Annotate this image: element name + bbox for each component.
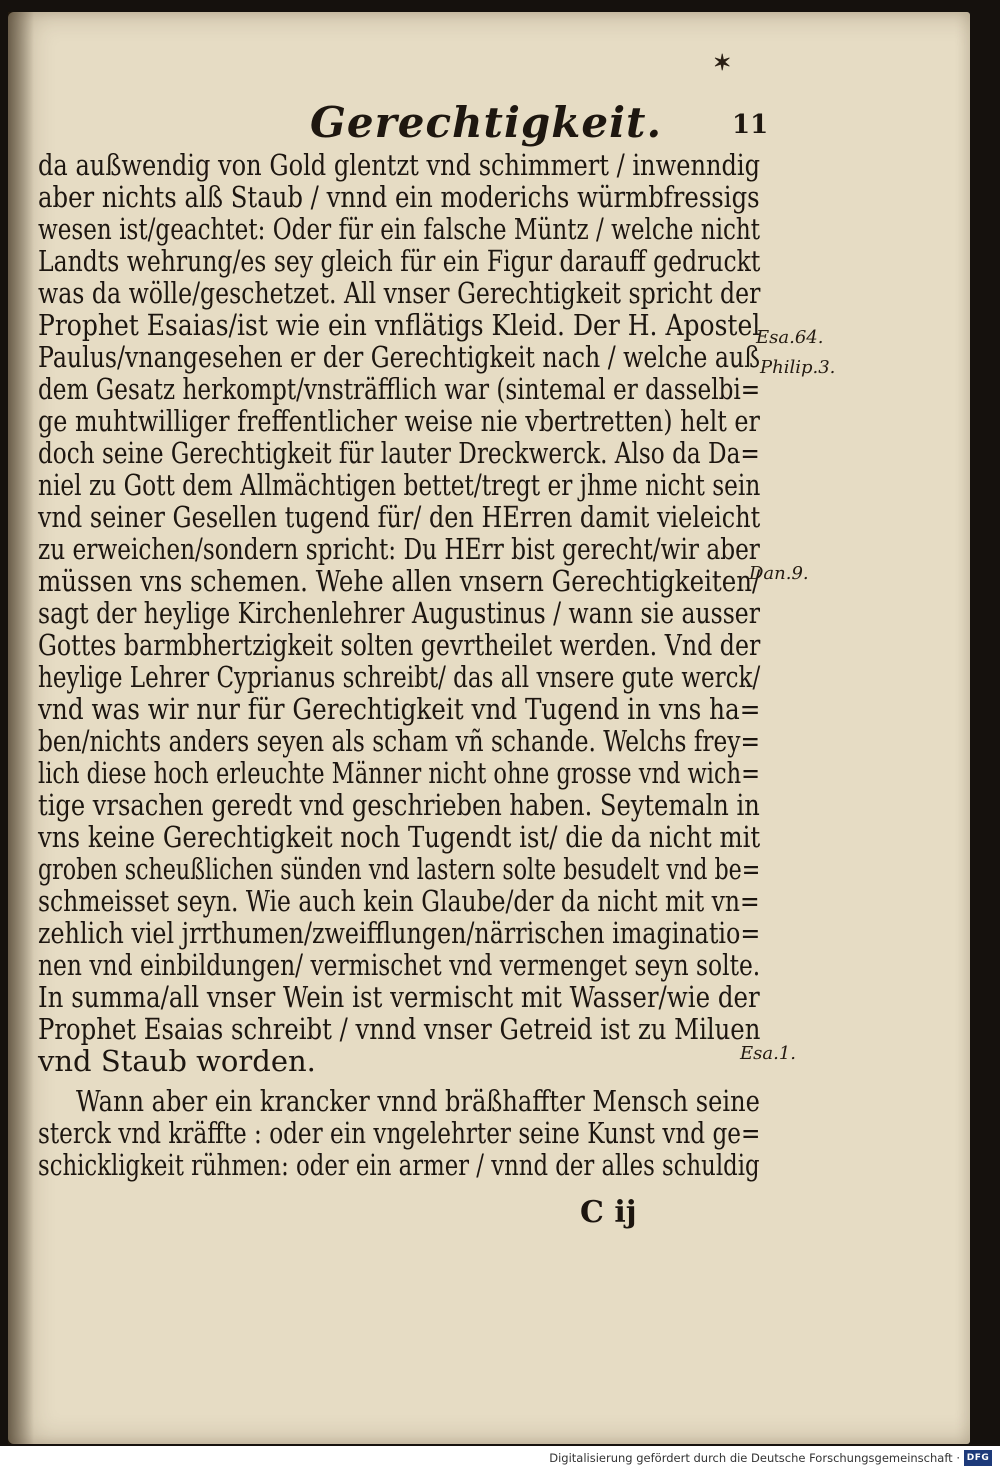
text-line: was da wölle/geschetzet. All vnser Gerechtigkeit spricht der xyxy=(38,276,761,310)
margin-note-philippians: Philip.3. xyxy=(760,357,836,378)
text-line: doch seine Gerechtigkeit für lauter Dreckwerck. Also da Da= xyxy=(38,436,760,470)
text-line: In summa/all vnser Wein ist vermischt mit Wasser/wie der xyxy=(38,980,760,1014)
text-line: Prophet Esaias/ist wie ein vnflätigs Kleid. Der H. Apostel xyxy=(38,308,761,342)
text-line: heylige Lehrer Cyprianus schreibt/ das all vnsere gute werck/ xyxy=(38,660,761,694)
text-line: lich diese hoch erleuchte Männer nicht ohne grosse vnd wich= xyxy=(38,756,760,790)
text-line: tige vrsachen geredt vnd geschrieben haben. Seytemaln in xyxy=(38,788,760,822)
text-line: schickligkeit rühmen: oder ein armer / vnnd der alles schuldig xyxy=(38,1148,760,1182)
text-line: Gottes barmbhertzigkeit solten gevrtheilet werden. Vnd der xyxy=(38,628,761,662)
footer-bar xyxy=(0,1446,1000,1471)
text-line: Paulus/vnangesehen er der Gerechtigkeit nach / welche auß xyxy=(38,340,761,374)
text-line: nen vnd einbildungen/ vermischet vnd vermenget seyn solte. xyxy=(38,948,761,982)
text-line: vnd Staub worden. xyxy=(38,1044,316,1078)
text-line: ben/nichts anders seyen als scham vñ schande. Welchs frey= xyxy=(38,724,760,758)
signature-mark: C ij xyxy=(580,1195,637,1230)
text-line: sagt der heylige Kirchenlehrer Augustinus / wann sie ausser xyxy=(38,596,760,630)
text-line: sterck vnd kräffte : oder ein vngelehrter seine Kunst vnd ge= xyxy=(38,1116,761,1150)
text-line: dem Gesatz herkompt/vnsträfflich war (sintemal er dasselbi= xyxy=(38,372,761,406)
page-number: 11 xyxy=(732,110,769,140)
text-line: aber nichts alß Staub / vnnd ein moderichs würmbfressigs xyxy=(38,180,760,214)
margin-note-esaias: Esa.64. xyxy=(756,327,824,348)
funding-credit: Digitalisierung gefördert durch die Deutsche Forschungsgemeinschaft · xyxy=(549,1451,960,1465)
text-line: vns keine Gerechtigkeit noch Tugendt ist/ die da nicht mit xyxy=(38,820,761,854)
text-line: zu erweichen/sondern spricht: Du HErr bist gerecht/wir aber xyxy=(38,532,760,566)
dfg-logo: DFG xyxy=(964,1450,992,1466)
text-line: Prophet Esaias schreibt / vnnd vnser Getreid ist zu Miluen xyxy=(38,1012,761,1046)
text-line: ge muhtwilliger freffentlicher weise nie vbertretten) helt er xyxy=(38,404,760,438)
text-line: müssen vns schemen. Wehe allen vnsern Gerechtigkeiten/ xyxy=(38,564,761,598)
text-line: zehlich viel jrrthumen/zweifflungen/närrischen imaginatio= xyxy=(38,916,761,950)
text-line: da außwendig von Gold glentzt vnd schimmert / inwenndig xyxy=(38,148,761,182)
text-line: schmeisset seyn. Wie auch kein Glaube/der da nicht mit vn= xyxy=(38,884,760,918)
text-line: vnd was wir nur für Gerechtigkeit vnd Tugend in vns ha= xyxy=(38,692,761,726)
text-line: vnd seiner Gesellen tugend für/ den HErren damit vieleicht xyxy=(38,500,761,534)
top-ornament-mark: ✶ xyxy=(713,50,730,76)
margin-note-daniel: Dan.9. xyxy=(749,563,809,584)
text-line: niel zu Gott dem Allmächtigen bettet/tregt er jhme nicht sein xyxy=(38,468,761,502)
page-gutter-shadow xyxy=(8,12,34,1444)
margin-note-esaias-1: Esa.1. xyxy=(740,1043,797,1064)
text-line: Landts wehrung/es sey gleich für ein Figur darauff gedruckt xyxy=(38,244,761,278)
running-title: Gerechtigkeit. xyxy=(310,98,663,147)
text-line: groben scheußlichen sünden vnd lastern solte besudelt vnd be= xyxy=(38,852,761,886)
text-line: wesen ist/geachtet: Oder für ein falsche Müntz / welche nicht xyxy=(38,212,761,246)
text-line-paragraph-start: Wann aber ein krancker vnnd bräßhaffter Mensch seine xyxy=(76,1084,760,1118)
